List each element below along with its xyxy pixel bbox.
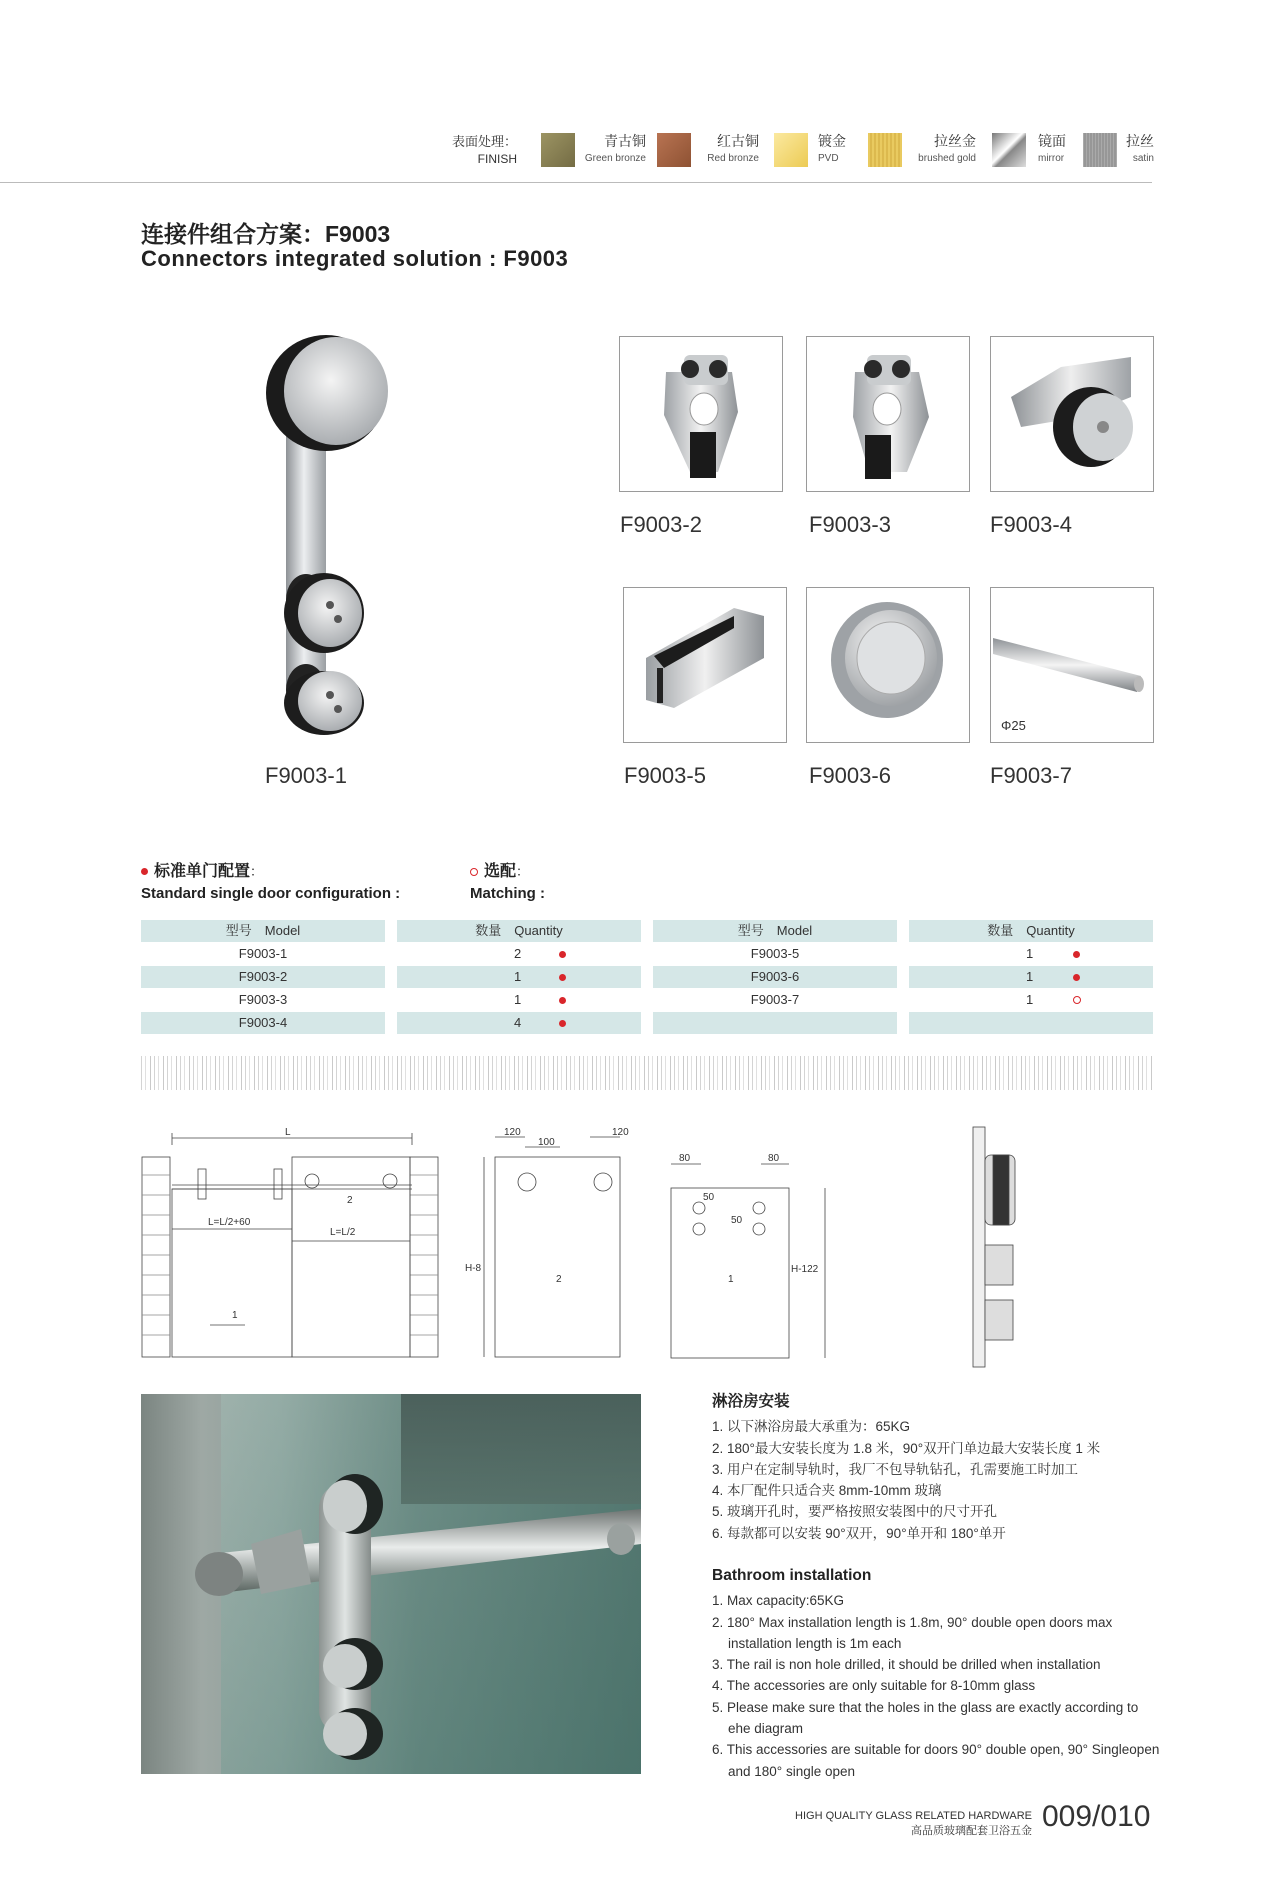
instructions-en-list: [712, 1590, 1162, 1782]
connector-icon: [620, 337, 782, 491]
drawing1-label-panel: 2: [347, 1195, 353, 1206]
drawing2-label-panel: 2: [556, 1274, 562, 1285]
optional-dot-icon: [1073, 996, 1081, 1004]
product-box-f9003-2: [619, 336, 783, 492]
product-label-f9003-5: F9003-5: [624, 763, 706, 788]
standard-dot-icon: [559, 951, 566, 958]
drawing3-label-v2: 50: [731, 1215, 743, 1226]
title-en: Connectors integrated solution : F9003: [141, 246, 569, 271]
product-box-f9003-5: [623, 587, 787, 743]
drawing2-label-w2: 100: [538, 1137, 555, 1148]
table-row-model: F9003-7: [750, 992, 800, 1007]
list-item: 3. The rail is non hole drilled, it should be drilled when installation: [712, 1657, 1101, 1673]
title-cn: 连接件组合方案：F9003: [141, 221, 391, 247]
side-profile-drawing: [965, 1125, 1035, 1370]
finish-label: [447, 133, 517, 168]
drawing3-label-h: H-122: [791, 1264, 819, 1275]
drawing3-label-v1: 50: [703, 1192, 715, 1203]
standard-dot-icon: [559, 974, 566, 981]
drawing2-label-h: H-8: [465, 1263, 482, 1274]
list-item: 5. Please make sure that the holes in the glass are exactly according to ehe diagram: [712, 1699, 1139, 1737]
table-row-qty: 1: [909, 989, 1153, 1011]
list-item: 6. This accessories are suitable for doors 90° double open, 90° Singleopen and 180° single open: [712, 1742, 1160, 1779]
standard-dot-icon: [141, 868, 148, 875]
connector-icon: [807, 337, 969, 491]
product-label-f9003-3: F9003-3: [809, 512, 891, 537]
list-item: 3. 用户在定制导轨时，我厂不包导轨钻孔，孔需要施工时加工: [712, 1461, 1079, 1477]
product-label-f9003-6: F9003-6: [809, 763, 891, 788]
table-header-model: 型号 Model: [653, 920, 897, 942]
drawing3-label-w1: 80: [679, 1153, 691, 1164]
drawing1-label-L: L: [285, 1127, 291, 1138]
product-label-f9003-7: F9003-7: [990, 763, 1072, 788]
table-header-model: 型号 Model: [141, 920, 385, 942]
finish-label-cn: 表面处理：: [451, 134, 517, 149]
list-item: 1. Max capacity:65KG: [712, 1593, 845, 1609]
standard-dot-icon: [1073, 974, 1080, 981]
table-header-qty: 数量 Quantity: [397, 920, 641, 942]
product-box-f9003-3: [806, 336, 970, 492]
table-row-qty: 1: [397, 989, 641, 1011]
table-row-qty: 1: [909, 966, 1153, 988]
standard-config-heading: 标准单门配置： Standard single door configuration :: [141, 863, 401, 902]
optional-dot-icon: [470, 868, 478, 876]
table-row-empty: [909, 1012, 1153, 1034]
product-label-f9003-2: F9003-2: [620, 512, 702, 537]
top-divider: [0, 182, 1152, 183]
swatch-green-bronze: [541, 133, 575, 167]
drawing1-label-door: 1: [232, 1310, 238, 1321]
drawing3-label-panel: 1: [728, 1274, 734, 1285]
drawing2-label-w3: 120: [612, 1127, 629, 1138]
list-item: 2. 180° Max installation length is 1.8m, 90° double open doors max installation length is 1m each: [712, 1614, 1113, 1651]
handle-icon: [807, 588, 969, 742]
tube-diameter-note: Φ25: [1001, 718, 1026, 733]
finish-name-mirror: 镜面 mirror: [1038, 133, 1066, 164]
matching-heading: 选配： Matching :: [470, 863, 545, 902]
table-row-model: F9003-2: [141, 966, 385, 988]
instructions-cn: [712, 1391, 1152, 1544]
instructions-en: [712, 1565, 1162, 1782]
standard-dot-icon: [559, 1020, 566, 1027]
product-image-f9003-1: [260, 335, 400, 735]
instructions-en-title: Bathroom installation: [712, 1567, 872, 1584]
drawing2-label-w1: 120: [504, 1127, 521, 1138]
product-box-f9003-7: [990, 587, 1154, 743]
table-row-qty: 1: [909, 943, 1153, 965]
table-row-empty: [653, 1012, 897, 1034]
product-label-f9003-4: F9003-4: [990, 512, 1072, 537]
drawing3-label-w2: 80: [768, 1153, 780, 1164]
table-row-qty: 2: [397, 943, 641, 965]
installation-photo: [141, 1394, 641, 1774]
swatch-pvd: [774, 133, 808, 167]
installation-drawing-2: [460, 1125, 635, 1360]
table-row-qty: 1: [397, 966, 641, 988]
table-row-model: F9003-5: [750, 946, 800, 961]
list-item: 6. 每款都可以安装 90°双开，90°单开和 180°单开: [712, 1525, 1006, 1541]
finish-name-pvd: 镀金 PVD: [818, 133, 846, 164]
product-label-f9003-1: F9003-1: [265, 763, 347, 788]
installation-drawing-1: [140, 1125, 445, 1360]
swatch-mirror: [992, 133, 1026, 167]
finish-name-green-bronze: 青古铜 Green bronze: [584, 133, 646, 164]
finish-name-red-bronze: 红古铜 Red bronze: [707, 133, 759, 164]
table-row-model: F9003-3: [238, 992, 288, 1007]
footer-tagline: HIGH QUALITY GLASS RELATED HARDWARE 高品质玻璃配套卫浴五金: [795, 1810, 1032, 1837]
swatch-red-bronze: [657, 133, 691, 167]
finish-name-satin: 拉丝 satin: [1126, 133, 1154, 164]
page-number: 009/010: [1042, 1800, 1151, 1833]
guide-icon: [624, 588, 786, 742]
list-item: 4. The accessories are only suitable for 8-10mm glass: [712, 1678, 1036, 1694]
drawing1-label-half: L=L/2: [330, 1227, 356, 1238]
finish-label-en: FINISH: [477, 152, 517, 166]
list-item: 2. 180°最大安装长度为 1.8 米，90°双开门单边最大安装长度 1 米: [712, 1440, 1101, 1456]
swatch-satin: [1083, 133, 1117, 167]
drawing1-label-offset: L=L/2+60: [208, 1217, 251, 1228]
decorative-strip: [141, 1056, 1153, 1090]
standard-dot-icon: [1073, 951, 1080, 958]
list-item: 1. 以下淋浴房最大承重为：65KG: [712, 1419, 911, 1435]
table-row-qty: 4: [397, 1012, 641, 1034]
list-item: 4. 本厂配件只适合夹 8mm-10mm 玻璃: [712, 1483, 942, 1499]
roller-icon: [991, 337, 1153, 491]
instructions-cn-title: 淋浴房安装: [712, 1393, 790, 1410]
product-box-f9003-6: [806, 587, 970, 743]
table-header-qty: 数量 Quantity: [909, 920, 1153, 942]
installation-drawing-3: [665, 1148, 845, 1360]
list-item: 5. 玻璃开孔时，要严格按照安装图中的尺寸开孔: [712, 1504, 998, 1520]
product-box-f9003-4: [990, 336, 1154, 492]
finish-name-brushed-gold: 拉丝金 brushed gold: [918, 133, 976, 164]
table-row-model: F9003-4: [141, 1012, 385, 1034]
swatch-brushed-gold: [868, 133, 902, 167]
instructions-cn-list: [712, 1416, 1152, 1544]
table-row-model: F9003-1: [238, 946, 288, 961]
table-row-model: F9003-6: [653, 966, 897, 988]
standard-dot-icon: [559, 997, 566, 1004]
